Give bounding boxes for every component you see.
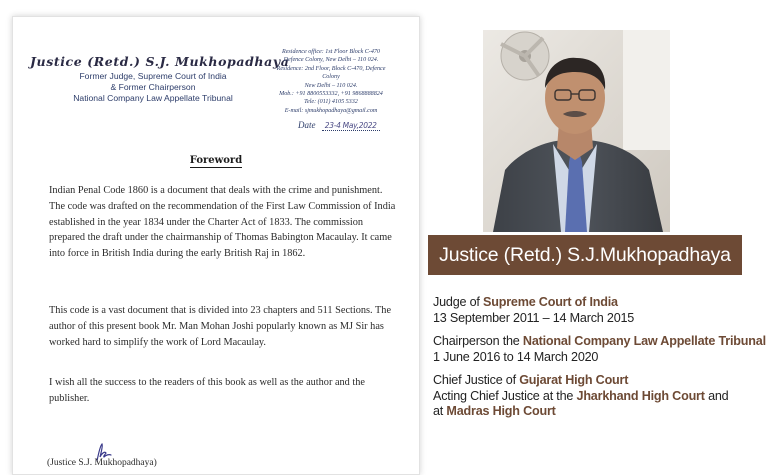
career-text: and (704, 388, 729, 403)
portrait-photo-icon (483, 30, 670, 232)
career-block-supreme-court (433, 295, 763, 326)
contact-line: Residence: 2nd Floor, Block C-470, Defence Colony (276, 65, 386, 81)
career-highlight: Gujarat High Court (519, 373, 629, 387)
contact-line: Defence Colony, New Delhi – 110 024. (283, 57, 379, 64)
name-banner: Justice (Retd.) S.J.Mukhopadhaya (428, 235, 742, 275)
foreword-title-text: Foreword (189, 155, 243, 166)
foreword-paragraph: I wish all the success to the readers of this book as well as the author and the publisher. (49, 377, 365, 404)
foreword-paragraph: Indian Penal Code 1860 is a document that deals with the crime and punishment. The code was drafted on the recommendation of the First Law Commission of India established in the year 1834 under the Charter Act of 1833. The commission prepared the draft under the chairmanship of Thomas Babington Macaulay. It came into force in British India during the early British Raj in 1862. (49, 185, 396, 260)
letterhead-contact (271, 48, 391, 115)
career-highlight: Madras High Court (446, 404, 556, 418)
foreword-letter (12, 16, 420, 475)
career-text: Chief Justice of (433, 373, 520, 387)
date-value: 23-4 May,2022 (322, 121, 380, 131)
career-highlight: Jharkhand High Court (576, 388, 705, 403)
career-text: Judge of (433, 295, 484, 309)
career-block-nclat (433, 334, 766, 365)
career-line (433, 373, 763, 389)
career-highlight: National Company Law Appellate Tribunal (522, 334, 766, 348)
career-line (433, 389, 763, 405)
letterhead-role: National Company Law Appellate Tribunal (73, 93, 233, 103)
career-line (433, 295, 763, 311)
career-info (433, 295, 766, 428)
signature-name: (Justice S.J. Mukhopadhaya) (47, 458, 157, 468)
career-dates: 1 June 2016 to 14 March 2020 (433, 349, 599, 364)
foreword-title (13, 155, 419, 166)
career-text: Acting Chief Justice at the (433, 388, 577, 403)
career-block-high-courts (433, 373, 763, 420)
career-text: Chairperson the (433, 334, 523, 348)
letter-date (298, 120, 380, 131)
career-line (433, 334, 766, 350)
contact-line: E-mail: sjmukhopadhaya@gmail.com (284, 107, 378, 114)
career-text: at (433, 404, 447, 418)
letterhead-name: Justice (Retd.) S.J. Mukhopadhaya (30, 54, 290, 69)
contact-line: Residence office: 1st Floor Block C-470 (282, 49, 380, 55)
letterhead-role: & Former Chairperson (110, 82, 196, 92)
letterhead-role: Former Judge, Supreme Court of India (79, 71, 227, 81)
career-dates: 13 September 2011 – 14 March 2015 (433, 310, 635, 325)
career-line (433, 404, 763, 420)
contact-line: New Delhi – 110 024. (304, 82, 358, 89)
career-highlight: Supreme Court of India (483, 295, 618, 309)
date-label: Date (298, 120, 316, 130)
contact-line: Tele: (011) 4105 5332 (304, 99, 358, 106)
foreword-paragraph: This code is a vast document that is divided into 23 chapters and 511 Sections. The author of this present book Mr. Man Mohan Joshi popularly known as MJ Sir has worked hard to simplify the work of Lord Macaulay. (49, 305, 392, 348)
letterhead-roles (53, 71, 253, 104)
contact-line: Mob.: +91 8800553332, +91 9868888824 (279, 91, 383, 98)
